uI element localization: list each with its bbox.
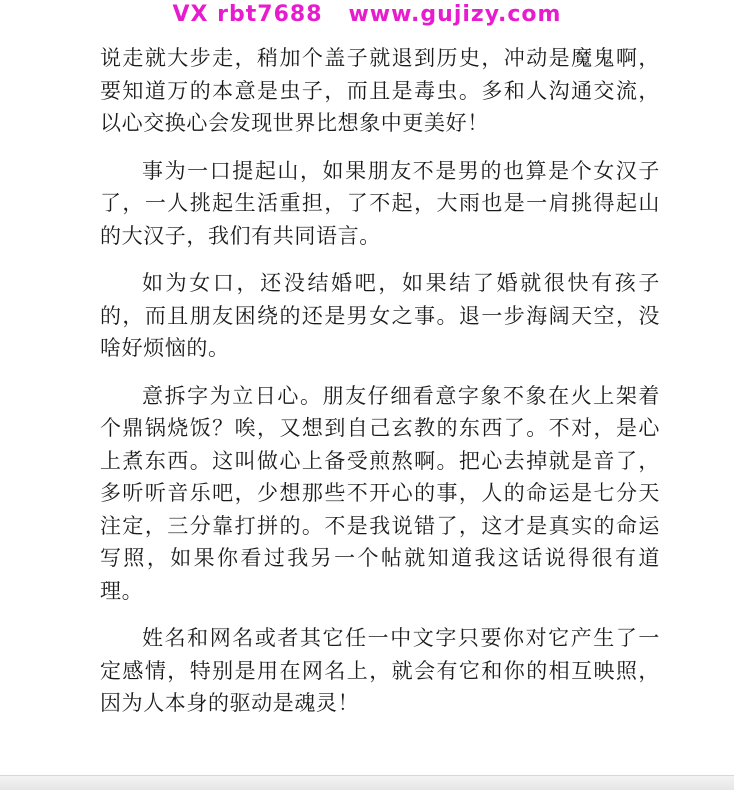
paragraph-1: 说走就大步走，稍加个盖子就退到历史，冲动是魔鬼啊，要知道万的本意是虫子，而且是毒虫。多和人沟通交流，以心交换心会发现世界比想象中更美好！: [100, 46, 660, 135]
paragraph-5: 姓名和网名或者其它任一中文字只要你对它产生了一定感情，特别是用在网名上，就会有它和你的相互映照，因为人本身的驱动是魂灵！: [100, 626, 660, 715]
bottom-scroll-bar[interactable]: [0, 775, 734, 790]
paragraph-4: 意拆字为立日心。朋友仔细看意字象不象在火上架着个鼎锅烧饭？唉，又想到自己玄教的东西了。不对，是心上煮东西。这叫做心上备受煎熬啊。把心去掉就是音了，多听听音乐吧，少想那些不开心的事，人的命运是七分天注定，三分靠打拼的。不是我说错了，这才是真实的命运写照，如果你看过我另一个帖就知道我这话说得很有道理。: [100, 383, 660, 603]
watermark-text: VX rbt7688 www.gujizy.com: [172, 2, 562, 27]
document-body: [100, 42, 660, 735]
paragraph-3: 如为女口，还没结婚吧，如果结了婚就很快有孩子的，而且朋友困绕的还是男女之事。退一步海阔天空，没啥好烦恼的。: [100, 271, 660, 360]
paragraph-2: 事为一口提起山，如果朋友不是男的也算是个女汉子了，一人挑起生活重担，了不起，大雨也是一肩挑得起山的大汉子，我们有共同语言。: [100, 158, 660, 248]
